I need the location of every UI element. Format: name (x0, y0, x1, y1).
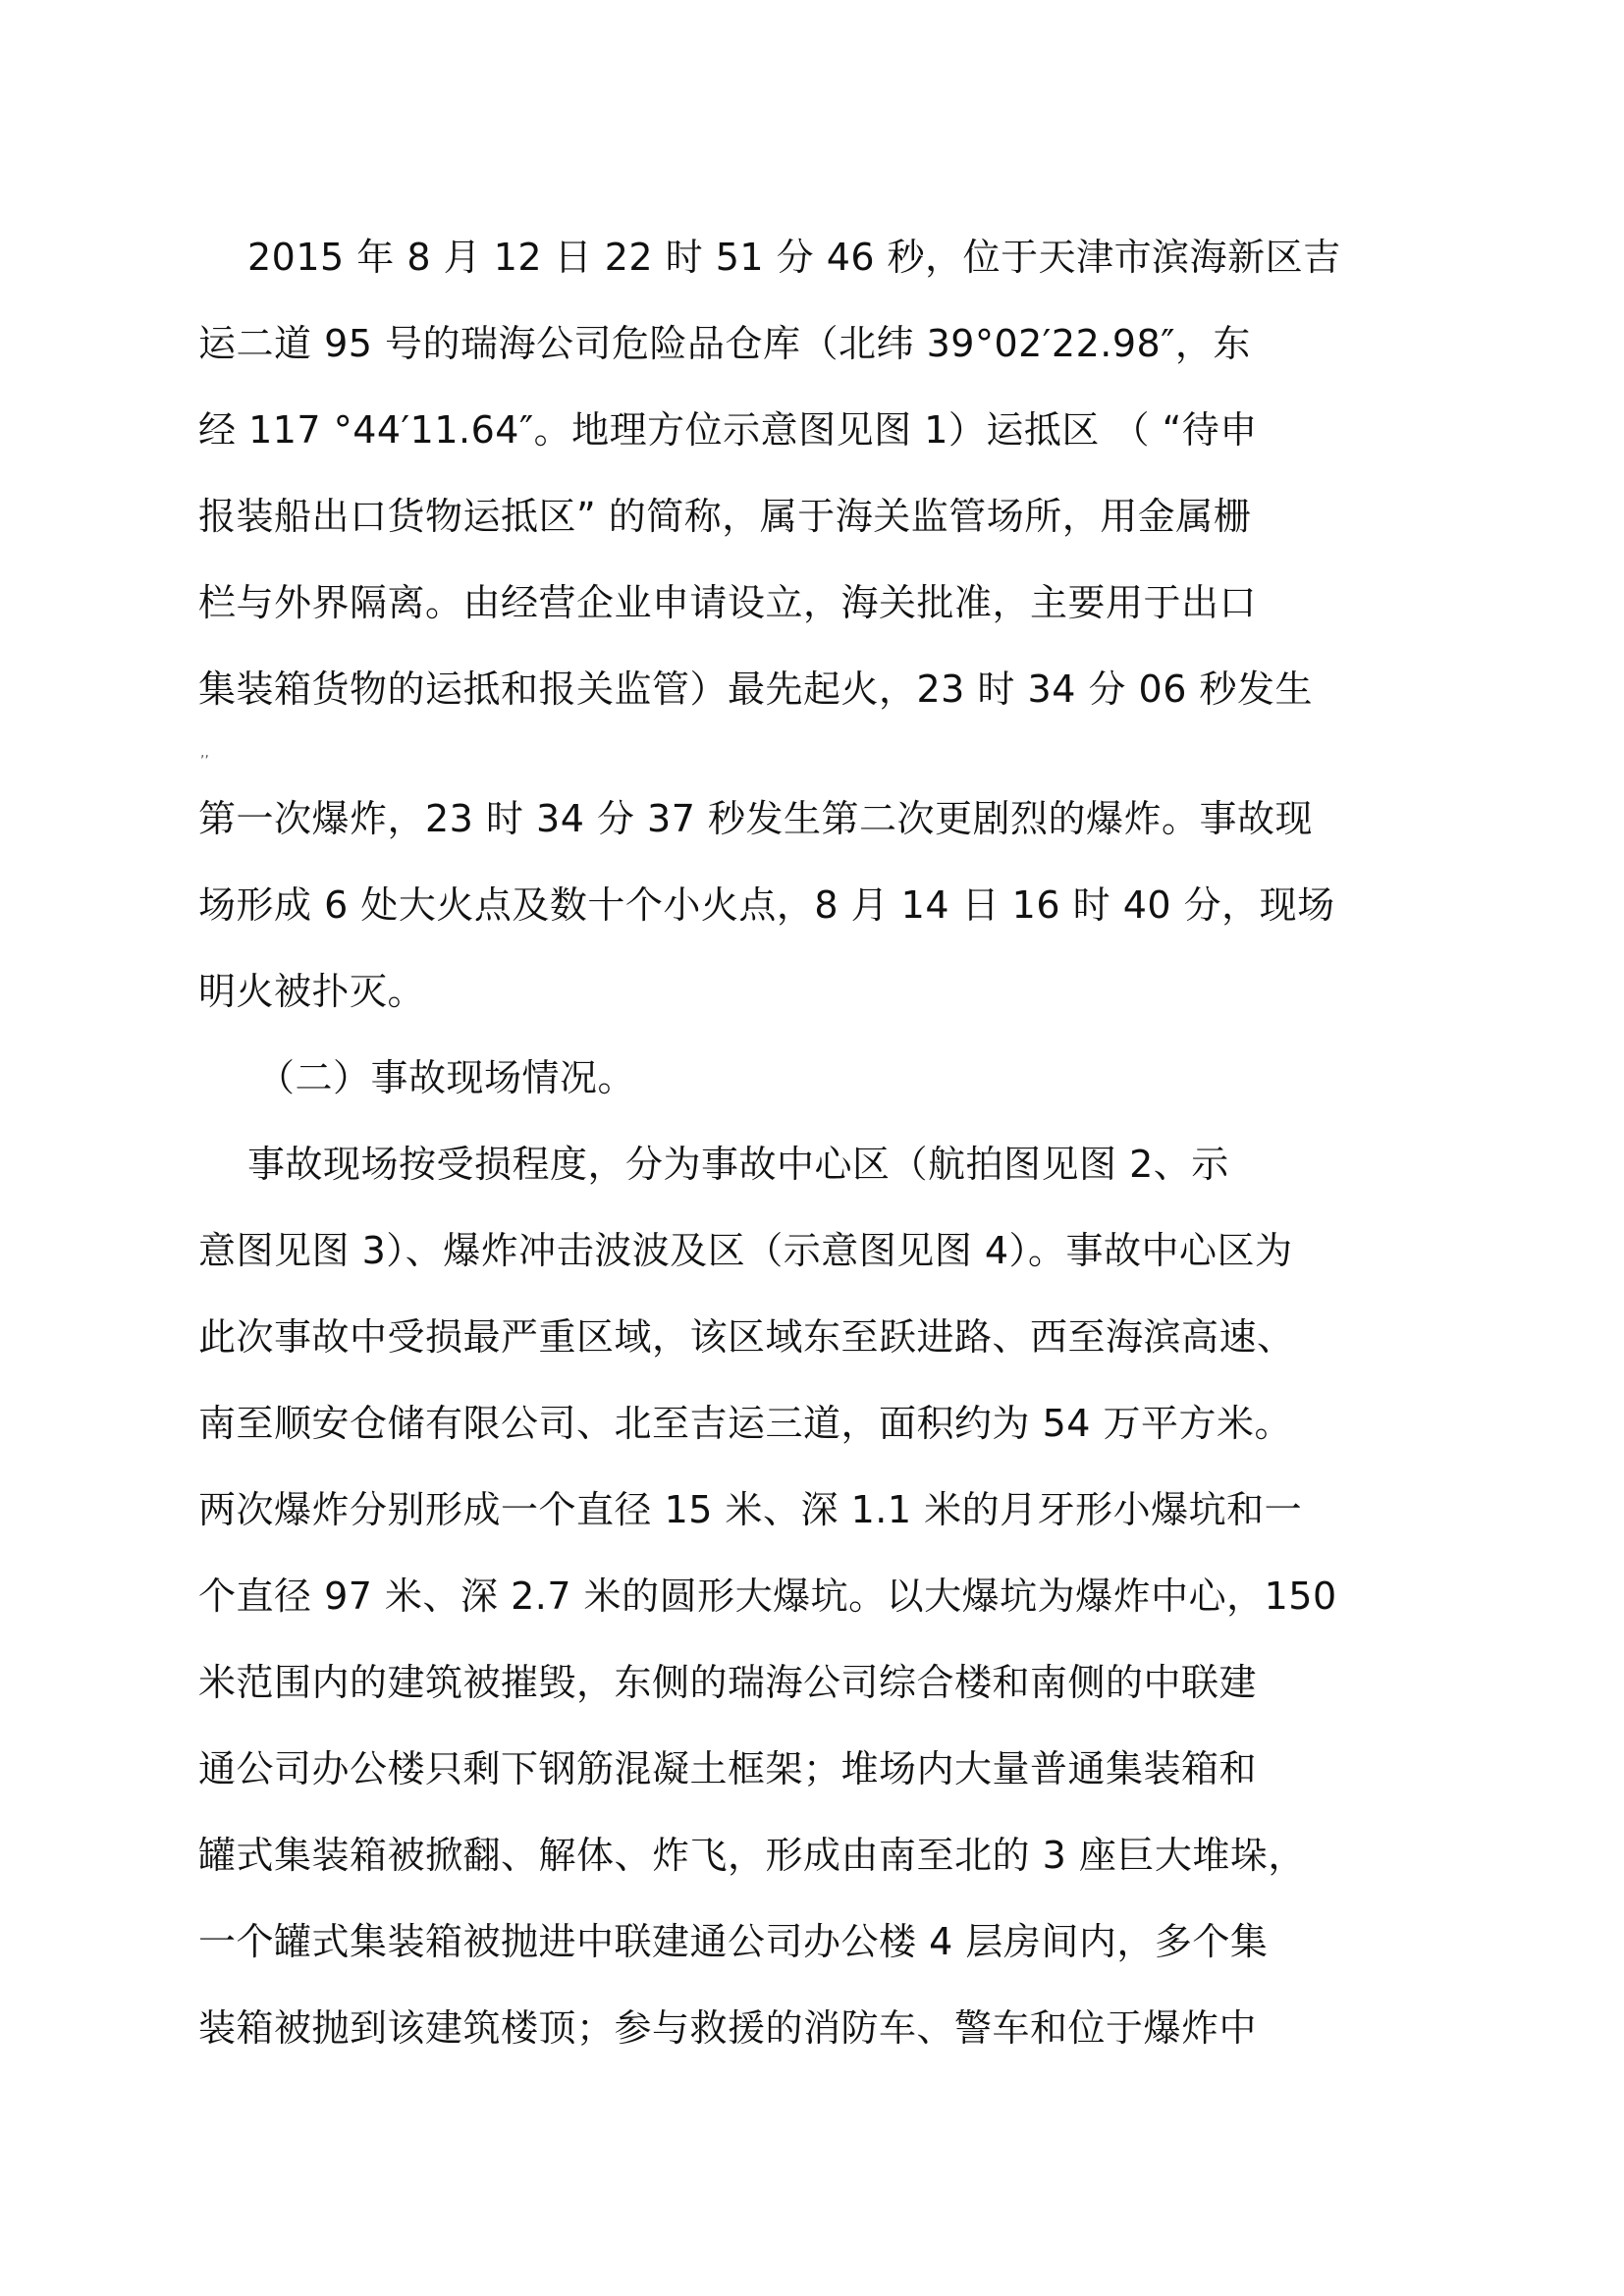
text-line: 一个罐式集装箱被抛进中联建通公司办公楼 4 层房间内，多个集 (198, 1920, 1269, 1963)
text-line: 两次爆炸分别形成一个直径 15 米、深 1.1 米的月牙形小爆坑和一 (198, 1488, 1303, 1531)
text-line: 场形成 6 处大火点及数十个小火点，8 月 14 日 16 时 40 分，现场 (198, 883, 1335, 927)
text-line: 通公司办公楼只剩下钢筋混凝土框架；堆场内大量普通集装箱和 (198, 1747, 1258, 1790)
text-line: 米范围内的建筑被摧毁，东侧的瑞海公司综合楼和南侧的中联建 (198, 1661, 1258, 1704)
text-line: 运二道 95 号的瑞海公司危险品仓库（北纬 39°02′22.98″，东 (198, 322, 1251, 365)
stray-mark: ,, (200, 745, 209, 761)
text-line: 明火被扑灭。 (198, 970, 426, 1013)
text-line: 栏与外界隔离。由经营企业申请设立，海关批准，主要用于出口 (198, 581, 1258, 624)
text-line: 2015 年 8 月 12 日 22 时 51 分 46 秒，位于天津市滨海新区吉 (247, 236, 1341, 279)
text-line: 罐式集装箱被掀翻、解体、炸飞，形成由南至北的 3 座巨大堆垛， (198, 1834, 1306, 1877)
text-line: 装箱被抛到该建筑楼顶；参与救援的消防车、警车和位于爆炸中 (198, 2006, 1258, 2050)
text-line: 集装箱货物的运抵和报关监管）最先起火，23 时 34 分 06 秒发生 (198, 667, 1313, 711)
text-line: 报装船出口货物运抵区” 的简称，属于海关监管场所，用金属栅 (198, 495, 1252, 538)
text-line: 意图见图 3）、爆炸冲击波波及区（示意图见图 4）。事故中心区为 (198, 1229, 1293, 1272)
text-line: 南至顺安仓储有限公司、北至吉运三道，面积约为 54 万平方米。 (198, 1402, 1293, 1445)
text-line: 第一次爆炸，23 时 34 分 37 秒发生第二次更剧烈的爆炸。事故现 (198, 797, 1313, 840)
text-line: 经 117 °44′11.64″。地理方位示意图见图 1）运抵区 （ “待申 (198, 408, 1258, 452)
text-line: 此次事故中受损最严重区域，该区域东至跃进路、西至海滨高速、 (198, 1315, 1295, 1359)
text-line: 个直径 97 米、深 2.7 米的圆形大爆坑。以大爆坑为爆炸中心，150 (198, 1575, 1337, 1618)
section-heading: （二）事故现场情况。 (257, 1056, 636, 1099)
text-line: 事故现场按受损程度，分为事故中心区（航拍图见图 2、示 (247, 1143, 1229, 1186)
